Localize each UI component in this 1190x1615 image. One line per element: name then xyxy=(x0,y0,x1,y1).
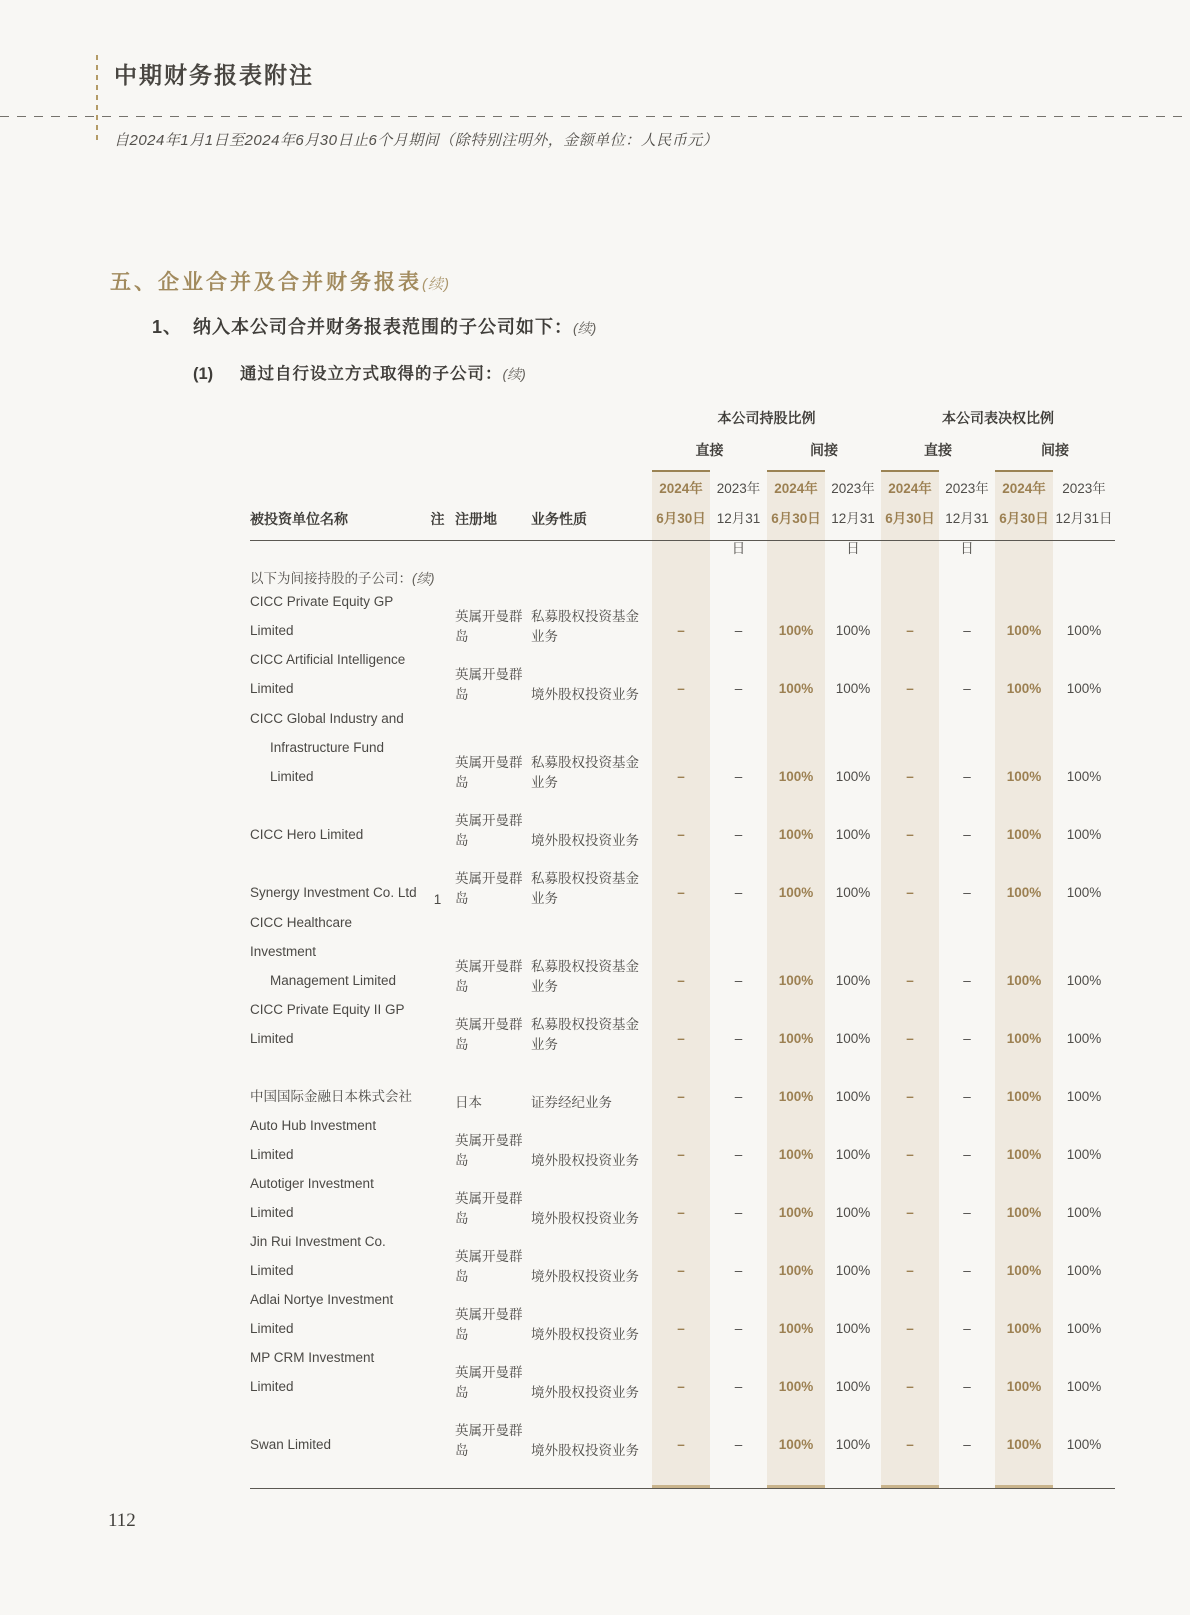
business-nature-cell: 境外股权投资业务 xyxy=(531,833,639,848)
value-indirect-2024: 100% xyxy=(778,827,814,842)
date-header-2024: 2024年 6月30日 xyxy=(656,481,706,526)
value-voting-indirect-2023: 100% xyxy=(1066,1031,1102,1046)
value-voting-indirect-2023: 100% xyxy=(1066,1263,1102,1278)
section-heading-level3 xyxy=(193,360,526,384)
value-direct-2024: – xyxy=(677,827,685,842)
section-heading-level2 xyxy=(152,313,596,339)
value-direct-2023: – xyxy=(734,1437,743,1452)
value-indirect-2024: 100% xyxy=(778,1379,814,1394)
value-voting-direct-2024: – xyxy=(906,1031,914,1046)
business-nature-cell: 境外股权投资业务 xyxy=(531,1385,639,1400)
value-direct-2023: – xyxy=(734,885,743,900)
registration-place-cell: 英属开曼群岛 xyxy=(455,1307,523,1342)
date-header-2024: 2024年 6月30日 xyxy=(885,481,935,526)
business-nature-cell: 境外股权投资业务 xyxy=(531,1443,639,1458)
value-voting-direct-2023: – xyxy=(963,1147,971,1162)
value-indirect-2023: 100% xyxy=(835,681,871,696)
value-voting-indirect-2024: 100% xyxy=(1006,623,1042,638)
company-name-cell: MP CRM Investment Limited xyxy=(250,1350,375,1394)
value-indirect-2024: 100% xyxy=(778,973,814,988)
company-name-cell: CICC Global Industry and Infrastructure Fund Limited xyxy=(250,711,404,784)
value-direct-2024: – xyxy=(677,1379,685,1394)
value-direct-2024: – xyxy=(677,681,685,696)
company-name-cell: Autotiger Investment Limited xyxy=(250,1176,374,1220)
value-voting-indirect-2024: 100% xyxy=(1006,1031,1042,1046)
value-voting-direct-2024: – xyxy=(906,623,914,638)
value-voting-direct-2024: – xyxy=(906,1321,914,1336)
date-header-2023: 2023年 12月31日 xyxy=(831,481,875,556)
business-nature-cell: 私募股权投资基金业务 xyxy=(531,755,639,790)
value-voting-direct-2024: – xyxy=(906,1437,914,1452)
table-row xyxy=(250,809,1115,867)
value-indirect-2023: 100% xyxy=(835,1205,871,1220)
value-voting-direct-2023: – xyxy=(963,885,971,900)
value-direct-2024: – xyxy=(677,1205,685,1220)
table-row xyxy=(250,1002,1115,1071)
section-heading-level2-text: 纳入本公司合并财务报表范围的子公司如下： xyxy=(193,317,573,337)
value-indirect-2024: 100% xyxy=(778,1205,814,1220)
group-header-voting-rights: 本公司表决权比例 xyxy=(942,410,1054,426)
value-voting-direct-2023: – xyxy=(963,973,971,988)
value-voting-indirect-2023: 100% xyxy=(1066,973,1102,988)
value-voting-indirect-2024: 100% xyxy=(1006,1089,1042,1104)
value-indirect-2024: 100% xyxy=(778,1031,814,1046)
value-direct-2024: – xyxy=(677,973,685,988)
sub-header-row xyxy=(652,440,1115,460)
value-direct-2023: – xyxy=(734,769,743,784)
value-voting-direct-2023: – xyxy=(963,1031,971,1046)
value-indirect-2023: 100% xyxy=(835,1321,871,1336)
date-header-2024: 2024年 6月30日 xyxy=(771,481,821,526)
registration-place-cell: 英属开曼群岛 xyxy=(455,1423,523,1458)
value-voting-indirect-2024: 100% xyxy=(1006,885,1042,900)
value-voting-indirect-2024: 100% xyxy=(1006,1263,1042,1278)
page-number: 112 xyxy=(108,1510,136,1531)
value-voting-direct-2023: – xyxy=(963,1321,971,1336)
registration-place-cell: 英属开曼群岛 xyxy=(455,609,523,644)
registration-place-cell: 英属开曼群岛 xyxy=(455,1017,523,1052)
business-nature-cell: 境外股权投资业务 xyxy=(531,1269,639,1284)
date-header-2023: 2023年 12月31日 xyxy=(1055,481,1113,526)
value-voting-direct-2023: – xyxy=(963,1089,971,1104)
value-voting-direct-2024: – xyxy=(906,1379,914,1394)
value-voting-direct-2023: – xyxy=(963,1263,971,1278)
value-direct-2024: – xyxy=(677,1437,685,1452)
value-direct-2023: – xyxy=(734,1321,743,1336)
company-name-cell: CICC Artificial Intelligence Limited xyxy=(250,652,406,696)
horizontal-dashed-divider xyxy=(0,116,1190,117)
value-indirect-2024: 100% xyxy=(778,681,814,696)
value-indirect-2023: 100% xyxy=(835,885,871,900)
section-heading-level3-text: 通过自行设立方式取得的子公司： xyxy=(240,365,503,383)
value-indirect-2023: 100% xyxy=(835,769,871,784)
date-header-2023: 2023年 12月31日 xyxy=(716,481,761,556)
vertical-dashed-divider xyxy=(96,55,98,143)
business-nature-cell: 私募股权投资基金业务 xyxy=(531,959,639,994)
value-voting-indirect-2024: 100% xyxy=(1006,1321,1042,1336)
table-row xyxy=(250,1350,1115,1419)
registration-place-cell: 英属开曼群岛 xyxy=(455,871,523,906)
value-direct-2024: – xyxy=(677,769,685,784)
value-voting-direct-2023: – xyxy=(963,769,971,784)
header-note: 注 xyxy=(430,511,445,527)
company-name-cell: Swan Limited xyxy=(250,1437,332,1452)
business-nature-cell: 境外股权投资业务 xyxy=(531,1327,639,1342)
value-indirect-2023: 100% xyxy=(835,827,871,842)
value-voting-indirect-2023: 100% xyxy=(1066,1205,1102,1220)
value-voting-indirect-2023: 100% xyxy=(1066,1379,1102,1394)
value-voting-direct-2023: – xyxy=(963,1205,971,1220)
value-direct-2023: – xyxy=(734,1031,743,1046)
value-voting-indirect-2023: 100% xyxy=(1066,827,1102,842)
value-voting-indirect-2024: 100% xyxy=(1006,827,1042,842)
left-column-headers xyxy=(250,504,652,534)
value-direct-2023: – xyxy=(734,681,743,696)
registration-place-cell: 日本 xyxy=(455,1095,482,1110)
value-voting-indirect-2023: 100% xyxy=(1066,1089,1102,1104)
registration-place-cell: 英属开曼群岛 xyxy=(455,813,523,848)
value-indirect-2024: 100% xyxy=(778,1321,814,1336)
heading-number: 1、 xyxy=(152,317,183,337)
business-nature-cell: 私募股权投资基金业务 xyxy=(531,1017,639,1052)
value-voting-direct-2023: – xyxy=(963,1379,971,1394)
header-rule xyxy=(250,540,1115,541)
company-name-cell: 中国国际金融日本株式会社 xyxy=(250,1089,412,1104)
value-indirect-2023: 100% xyxy=(835,1031,871,1046)
value-direct-2023: – xyxy=(734,1089,743,1104)
value-voting-direct-2023: – xyxy=(963,681,971,696)
value-voting-indirect-2023: 100% xyxy=(1066,681,1102,696)
registration-place-cell: 英属开曼群岛 xyxy=(455,755,523,790)
value-direct-2024: – xyxy=(677,623,685,638)
company-name-cell: CICC Healthcare Investment Management Limited xyxy=(250,915,397,988)
value-voting-direct-2023: – xyxy=(963,623,971,638)
value-voting-direct-2024: – xyxy=(906,681,914,696)
value-voting-direct-2024: – xyxy=(906,1205,914,1220)
group-header-shareholding: 本公司持股比例 xyxy=(717,410,816,426)
value-voting-direct-2024: – xyxy=(906,769,914,784)
column-date-headers xyxy=(652,474,1115,564)
registration-place-cell: 英属开曼群岛 xyxy=(455,959,523,994)
table-row xyxy=(250,711,1115,809)
table-row xyxy=(250,1419,1115,1477)
value-direct-2023: – xyxy=(734,1147,743,1162)
registration-place-cell: 英属开曼群岛 xyxy=(455,1249,523,1284)
date-header-2024: 2024年 6月30日 xyxy=(999,481,1049,526)
value-indirect-2024: 100% xyxy=(778,1147,814,1162)
value-direct-2023: – xyxy=(734,827,743,842)
value-direct-2024: – xyxy=(677,1089,685,1104)
value-direct-2024: – xyxy=(677,1263,685,1278)
company-name-cell: Auto Hub Investment Limited xyxy=(250,1118,377,1162)
value-direct-2023: – xyxy=(734,623,743,638)
value-direct-2023: – xyxy=(734,973,743,988)
value-voting-indirect-2024: 100% xyxy=(1006,1147,1042,1162)
value-direct-2024: – xyxy=(677,1031,685,1046)
value-voting-indirect-2023: 100% xyxy=(1066,1321,1102,1336)
value-voting-direct-2024: – xyxy=(906,973,914,988)
business-nature-cell: 境外股权投资业务 xyxy=(531,687,639,702)
business-nature-cell: 私募股权投资基金业务 xyxy=(531,871,639,906)
document-title: 中期财务报表附注 xyxy=(114,62,314,88)
continued-mark: (续) xyxy=(422,276,450,293)
company-name-cell: CICC Private Equity GP Limited xyxy=(250,594,394,638)
value-indirect-2024: 100% xyxy=(778,1263,814,1278)
value-indirect-2023: 100% xyxy=(835,1263,871,1278)
value-indirect-2023: 100% xyxy=(835,1147,871,1162)
value-voting-direct-2024: – xyxy=(906,1089,914,1104)
registration-place-cell: 英属开曼群岛 xyxy=(455,1365,523,1400)
value-voting-indirect-2024: 100% xyxy=(1006,973,1042,988)
value-voting-indirect-2024: 100% xyxy=(1006,769,1042,784)
value-voting-direct-2024: – xyxy=(906,1263,914,1278)
registration-place-cell: 英属开曼群岛 xyxy=(455,1191,523,1226)
value-voting-indirect-2024: 100% xyxy=(1006,681,1042,696)
value-voting-indirect-2023: 100% xyxy=(1066,623,1102,638)
continued-mark: (续) xyxy=(502,366,526,382)
table-section-label: 以下为间接持股的子公司： (续) xyxy=(250,547,1115,605)
value-voting-direct-2024: – xyxy=(906,1147,914,1162)
registration-place-cell: 英属开曼群岛 xyxy=(455,1133,523,1168)
value-indirect-2023: 100% xyxy=(835,1379,871,1394)
value-indirect-2024: 100% xyxy=(778,623,814,638)
sub-header-direct: 直接 xyxy=(695,442,724,458)
sub-header-direct: 直接 xyxy=(924,442,952,458)
registration-place-cell: 英属开曼群岛 xyxy=(455,667,523,702)
header-registration-place: 注册地 xyxy=(455,511,497,527)
value-voting-direct-2023: – xyxy=(963,827,971,842)
heading-number: (1) xyxy=(193,365,214,383)
company-name-cell: Adlai Nortye Investment Limited xyxy=(250,1292,394,1336)
value-voting-indirect-2023: 100% xyxy=(1066,885,1102,900)
value-indirect-2023: 100% xyxy=(835,1437,871,1452)
document-subtitle: 自2024年1月1日至2024年6月30日止6个月期间（除特别注明外，金额单位：人民币元） xyxy=(114,132,719,149)
value-indirect-2024: 100% xyxy=(778,1437,814,1452)
company-name-cell: CICC Hero Limited xyxy=(250,827,364,842)
company-name-cell: Jin Rui Investment Co. Limited xyxy=(250,1234,386,1278)
value-voting-direct-2023: – xyxy=(963,1437,971,1452)
business-nature-cell: 境外股权投资业务 xyxy=(531,1211,639,1226)
value-voting-indirect-2024: 100% xyxy=(1006,1379,1042,1394)
business-nature-cell: 境外股权投资业务 xyxy=(531,1153,639,1168)
company-name-cell: CICC Private Equity II GP Limited xyxy=(250,1002,405,1046)
value-direct-2023: – xyxy=(734,1205,743,1220)
value-voting-indirect-2024: 100% xyxy=(1006,1437,1042,1452)
business-nature-cell: 证券经纪业务 xyxy=(531,1095,612,1110)
value-voting-direct-2024: – xyxy=(906,827,914,842)
value-voting-direct-2024: – xyxy=(906,885,914,900)
value-direct-2023: – xyxy=(734,1263,743,1278)
value-voting-indirect-2023: 100% xyxy=(1066,1147,1102,1162)
header-investee-name: 被投资单位名称 xyxy=(250,511,348,527)
value-direct-2024: – xyxy=(677,1321,685,1336)
business-nature-cell: 私募股权投资基金业务 xyxy=(531,609,639,644)
value-indirect-2023: 100% xyxy=(835,623,871,638)
section-heading-level1 xyxy=(110,266,450,296)
value-indirect-2023: 100% xyxy=(835,1089,871,1104)
header-business-nature: 业务性质 xyxy=(531,511,587,527)
continued-mark: (续) xyxy=(573,320,597,336)
continued-mark: (续) xyxy=(412,571,435,586)
value-indirect-2024: 100% xyxy=(778,769,814,784)
value-indirect-2023: 100% xyxy=(835,973,871,988)
value-voting-indirect-2023: 100% xyxy=(1066,769,1102,784)
note-cell: 1 xyxy=(433,892,442,907)
sub-header-indirect: 间接 xyxy=(810,442,838,458)
value-indirect-2024: 100% xyxy=(778,1089,814,1104)
value-direct-2024: – xyxy=(677,1147,685,1162)
company-name-cell: Synergy Investment Co. Ltd xyxy=(250,885,417,900)
value-direct-2023: – xyxy=(734,1379,743,1394)
sub-header-indirect: 间接 xyxy=(1041,442,1069,458)
date-header-2023: 2023年 12月31日 xyxy=(945,481,989,556)
value-indirect-2024: 100% xyxy=(778,885,814,900)
value-voting-indirect-2024: 100% xyxy=(1006,1205,1042,1220)
value-voting-indirect-2023: 100% xyxy=(1066,1437,1102,1452)
value-direct-2024: – xyxy=(677,885,685,900)
subsidiaries-table xyxy=(250,390,1115,1489)
section-heading-level1-text: 五、企业合并及合并财务报表 xyxy=(110,271,422,294)
